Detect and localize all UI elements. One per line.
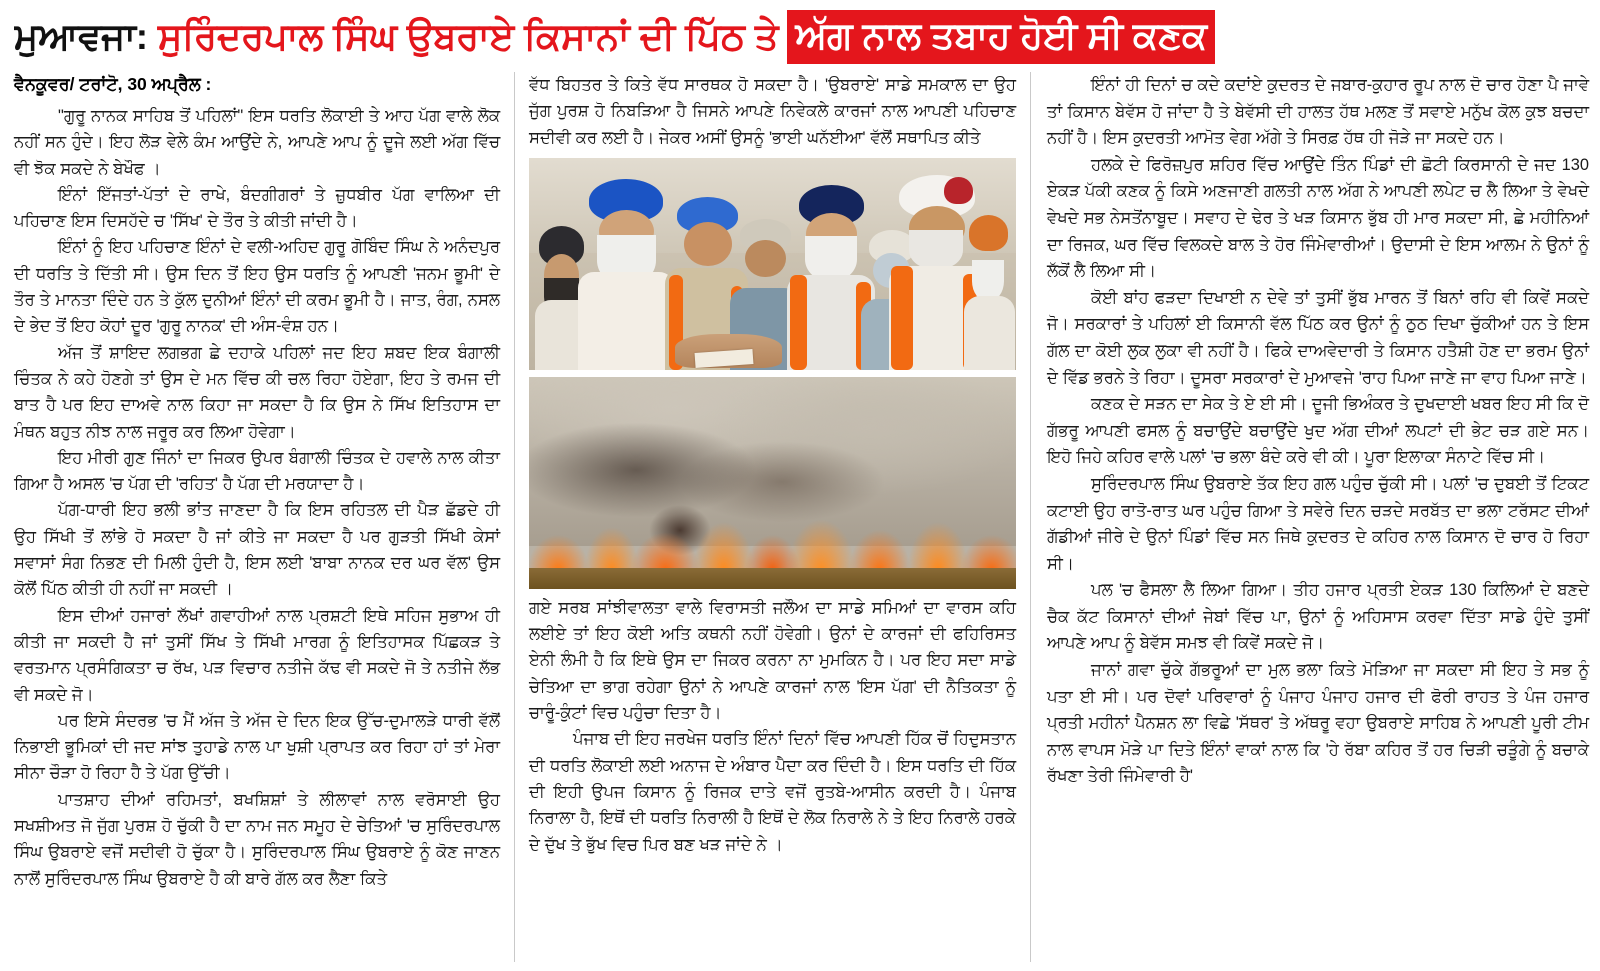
head (745, 240, 786, 278)
head (684, 222, 732, 266)
beard (909, 230, 964, 270)
column-left (14, 72, 514, 962)
headline-kicker: ਮੁਆਵਜਾ: (14, 16, 148, 57)
article-headline (14, 8, 1589, 66)
paragraph: ਇੰਨਾਂ ਇੱਜਤਾਂ-ਪੱਤਾਂ ਦੇ ਰਾਖੇ, ਬੰਦਗੀਗਰਾਂ ਤੇ ਜ਼ੁਧਬੀਰ ਪੱਗ ਵਾਲਿਆ ਦੀ ਪਹਿਚਾਣ ਇਸ ਦਿਸਹੱਦੇ ਚ 'ਸਿੱਖ' ਦੇ ਤੌਰ ਤੇ ਕੀਤੀ ਜਾਂਦੀ ਹੈ। (14, 185, 500, 231)
paragraph: ਹਲਕੇ ਦੇ ਫਿਰੋਜ਼ਪੁਰ ਸ਼ਹਿਰ ਵਿੱਚ ਆਉਂਦੇ ਤਿੰਨ ਪਿੰਡਾਂ ਦੀ ਛੋਟੀ ਕਿਰਸਾਨੀ ਦੇ ਜਦ 130 ਏਕੜ ਪੱਕੀ ਕਣਕ ਨੂੰ ਕਿਸੇ ਅਣਜਾਣੀ ਗਲਤੀ ਨਾਲ ਅੱਗ ਨੇ ਆਪਣੀ ਲਪੇਟ ਚ ਲੈ ਲਿਆ ਤੇ ਵੇਖਦੇ ਵੇਖਦੇ ਸਭ ਨੇਸਤੋਂਨਾਬੂਦ। ਸਵਾਹ ਦੇ ਢੇਰ ਤੇ ਖੜ ਕਿਸਾਨ ਭੁੱਬ ਹੀ ਮਾਰ ਸਕਦਾ ਸੀ, ਛੇ ਮਹੀਨਿਆਂ ਦਾ ਰਿਜਕ, ਘਰ ਵਿੱਚ ਵਿਲਕਦੇ ਬਾਲ ਤੇ ਹੋਰ ਜਿੰਮੇਵਾਰੀਆਂ। ਉਦਾਸੀ ਦੇ ਇਸ ਆਲਮ ਨੇ ਉਨਾਂ ਨੂੰ ਲੱਕੋਂ ਲੈ ਲਿਆ ਸੀ। (1047, 155, 1589, 281)
paragraph: ਇਸ ਦੀਆਂ ਹਜਾਰਾਂ ਲੱਖਾਂ ਗਵਾਹੀਆਂ ਨਾਲ ਪ੍ਰਸ਼ਟੀ ਇਥੇ ਸਹਿਜ ਸੁਭਾਅ ਹੀ ਕੀਤੀ ਜਾ ਸਕਦੀ ਹੈ ਜਾਂ ਤੁਸੀਂ ਸਿੱਖ ਤੇ ਸਿੱਖੀ ਮਾਰਗ ਨੂੰ ਇਤਿਹਾਸਕ ਪਿੱਛਕੜ ਤੇ ਵਰਤਮਾਨ ਪ੍ਰਸੰਗਿਕਤਾ ਚ ਰੱਖ, ਪੜ ਵਿਚਾਰ ਨਤੀਜੇ ਕੱਢ ਵੀ ਸਕਦੇ ਜੋ ਤੇ ਨਤੀਜੇ ਲੱਭ ਵੀ ਸਕਦੇ ਜੋ। (14, 606, 500, 704)
paragraph: ਵੱਧ ਬਿਹਤਰ ਤੇ ਕਿਤੇ ਵੱਧ ਸਾਰਥਕ ਹੋ ਸਕਦਾ ਹੈ। 'ਉਬਰਾਏ' ਸਾਡੇ ਸਮਕਾਲ ਦਾ ਉਹ ਜੁੱਗ ਪੁਰਸ਼ ਹੋ ਨਿਬੜਿਆ ਹੈ ਜਿਸਨੇ ਆਪਣੇ ਨਿਵੇਕਲੇ ਕਾਰਜਾਂ ਨਾਲ ਆਪਣੀ ਪਹਿਚਾਣ ਸਦੀਵੀ ਕਰ ਲਈ ਹੈ। ਜੇਕਰ ਅਸੀਂ ਉਸਨੂੰ 'ਭਾਈ ਘਨੱਈਆ' ਵੱਲੋਂ ਸਥਾਪਿਤ ਕੀਤੇ (529, 76, 1016, 147)
article-columns (14, 72, 1589, 962)
paragraph: ਇਹ ਮੀਰੀ ਗੁਣ ਜਿੰਨਾਂ ਦਾ ਜਿਕਰ ਉਪਰ ਬੰਗਾਲੀ ਚਿੰਤਕ ਦੇ ਹਵਾਲੇ ਨਾਲ ਕੀਤਾ ਗਿਆ ਹੈ ਅਸਲ 'ਚ ਪੱਗ ਦੀ 'ਰਹਿਤ' ਹੈ ਪੱਗ ਦੀ ਮਰਯਾਦਾ ਹੈ। (14, 448, 500, 494)
person-figure (962, 209, 1016, 370)
dateline: ਵੈਨਕੂਵਰ/ ਟਰਾਂਟੋ, 30 ਅਪ੍ਰੈਲ : (14, 74, 212, 94)
burnt-ground (529, 568, 1016, 589)
paragraph: ਕੋਈ ਬਾਂਹ ਫੜਦਾ ਦਿਖਾਈ ਨ ਦੇਵੇ ਤਾਂ ਤੁਸੀਂ ਭੁੱਬ ਮਾਰਨ ਤੋਂ ਬਿਨਾਂ ਰਹਿ ਵੀ ਕਿਵੇਂ ਸਕਦੇ ਜੋ। ਸਰਕਾਰਾਂ ਤੇ ਪਹਿਲਾਂ ਈ ਕਿਸਾਨੀ ਵੱਲ ਪਿੱਠ ਕਰ ਉਨਾਂ ਨੂੰ ਠੁਠ ਦਿਖਾ ਚੁੱਕੀਆਂ ਹਨ ਤੇ ਇਸ ਗੱਲ ਦਾ ਕੋਈ ਲੁਕ ਲੁਕਾ ਵੀ ਨਹੀਂ ਹੈ। ਫਿਕੇ ਦਾਅਵੇਦਾਰੀ ਤੇ ਕਿਸਾਨ ਹਤੈਸ਼ੀ ਹੋਣ ਦਾ ਭਰਮ ਉਨਾਂ ਦੇ ਵਿੱਡ ਭਰਨੇ ਤੇ ਰਿਹਾ। ਦੂਸਰਾ ਸਰਕਾਰਾਂ ਦੇ ਮੁਆਵਜੇ 'ਰਾਹ ਪਿਆ ਜਾਣੇ ਜਾ ਵਾਹ ਪਿਆ ਜਾਣੇ। (1047, 288, 1589, 387)
paragraph: ਪਲ 'ਚ ਫੈਸਲਾ ਲੈ ਲਿਆ ਗਿਆ। ਤੀਹ ਹਜਾਰ ਪ੍ਰਤੀ ਏਕੜ 130 ਕਿਲਿਆਂ ਦੇ ਬਣਦੇ ਚੈਕ ਕੱਟ ਕਿਸਾਨਾਂ ਦੀਆਂ ਜੇਬਾਂ ਵਿੱਚ ਪਾ, ਉਨਾਂ ਨੂੰ ਅਹਿਸਾਸ ਕਰਵਾ ਦਿੱਤਾ ਸਾਡੇ ਹੁੰਦੇ ਤੁਸੀਂ ਆਪਣੇ ਆਪ ਨੂੰ ਬੇਵੱਸ ਸਮਝ ਵੀ ਕਿਵੇਂ ਸਕਦੇ ਜੋ। (1047, 581, 1589, 653)
person-figure (578, 175, 675, 370)
wheat-field-fire-photo (529, 377, 1016, 589)
paragraph: "ਗੁਰੂ ਨਾਨਕ ਸਾਹਿਬ ਤੋਂ ਪਹਿਲਾਂ" ਇਸ ਧਰਤਿ ਲੋਕਾਈ ਤੇ ਆਹ ਪੱਗ ਵਾਲੇ ਲੋਕ ਨਹੀਂ ਸਨ ਹੁੰਦੇ। ਇਹ ਲੋੜ ਵੇਲੇ ਕੰਮ ਆਉਂਦੇ ਨੇ, ਆਪਣੇ ਆਪ ਨੂੰ ਦੂਜੇ ਲਈ ਅੱਗ ਵਿੱਚ ਵੀ ਝੋਕ ਸਕਦੇ ਨੇ ਬੇਖੌਫ । (14, 107, 500, 178)
paragraph: ਜਾਨਾਂ ਗਵਾ ਚੁੱਕੇ ਗੱਭਰੂਆਂ ਦਾ ਮੁਲ ਭਲਾ ਕਿਤੇ ਮੋੜਿਆ ਜਾ ਸਕਦਾ ਸੀ ਇਹ ਤੇ ਸਭ ਨੂੰ ਪਤਾ ਈ ਸੀ। ਪਰ ਦੋਵਾਂ ਪਰਿਵਾਰਾਂ ਨੂੰ ਪੰਜਾਹ ਪੰਜਾਹ ਹਜਾਰ ਦੀ ਫੋਰੀ ਰਾਹਤ ਤੇ ਪੰਜ ਹਜਾਰ ਪ੍ਰਤੀ ਮਹੀਨਾਂ ਪੈਨਸ਼ਨ ਲਾ ਵਿਛੇ 'ਸੱਥਰ' ਤੇ ਅੱਥਰੂ ਵਹਾ ਉਬਰਾਏ ਸਾਹਿਬ ਨੇ ਆਪਣੀ ਪੂਰੀ ਟੀਮ ਨਾਲ ਵਾਪਸ ਮੋੜੇ ਪਾ ਦਿਤੇ ਇੰਨਾਂ ਵਾਕਾਂ ਨਾਲ ਕਿ 'ਹੇ ਰੱਬਾ ਕਹਿਰ ਤੋਂ ਹਰ ਚਿੜੀ ਚੜੂੰਗੇ ਨੂੰ ਬਚਾਕੇ ਰੱਖਣਾ ਤੇਰੀ ਜਿੰਮੇਵਾਰੀ ਹੈ' (1047, 661, 1589, 786)
flames (529, 498, 1016, 570)
orange-scarf (790, 275, 808, 370)
headline-highlight: ਅੱਗ ਨਾਲ ਤਬਾਹ ਹੋਈ ਸੀ ਕਣਕ (787, 10, 1215, 64)
paragraph: ਅੱਜ ਤੋਂ ਸ਼ਾਇਦ ਲਗਭਗ ਛੇ ਦਹਾਕੇ ਪਹਿਲਾਂ ਜਦ ਇਹ ਸ਼ਬਦ ਇਕ ਬੰਗਾਲੀ ਚਿੰਤਕ ਨੇ ਕਹੇ ਹੋਣਗੇ ਤਾਂ ਉਸ ਦੇ ਮਨ ਵਿੱਚ ਕੀ ਚਲ ਰਿਹਾ ਹੋਏਗਾ, ਇਹ ਤੇ ਰਮਜ ਦੀ ਬਾਤ ਹੈ ਪਰ ਇਹ ਦਾਅਵੇ ਨਾਲ ਕਿਹਾ ਜਾ ਸਕਦਾ ਹੈ ਕਿ ਉਸ ਨੇ ਸਿੱਖ ਇਤਿਹਾਸ ਦਾ ਮੰਥਨ ਬਹੁਤ ਨੀਝ ਨਾਲ ਜਰੂਰ ਕਰ ਲਿਆ ਹੋਵੇਗਾ। (14, 343, 500, 441)
headline-main-red: ਸੁਰਿੰਦਰਪਾਲ ਸਿੰਘ ਉਬਰਾਏ ਕਿਸਾਨਾਂ ਦੀ ਪਿੱਠ ਤੇ (157, 16, 779, 57)
orange-scarf (891, 266, 912, 370)
paragraph: ਗਏ ਸਰਬ ਸਾਂਝੀਵਾਲਤਾ ਵਾਲੇ ਵਿਰਾਸਤੀ ਜਲੌਅ ਦਾ ਸਾਡੇ ਸਮਿਆਂ ਦਾ ਵਾਰਸ ਕਹਿ ਲਈਏ ਤਾਂ ਇਹ ਕੋਈ ਅਤਿ ਕਥਨੀ ਨਹੀਂ ਹੋਵੇਗੀ। ਉਨਾਂ ਦੇ ਕਾਰਜਾਂ ਦੀ ਫਹਿਰਿਸਤ ਏਨੀ ਲੰਮੀ ਹੈ ਕਿ ਇਥੇ ਉਸ ਦਾ ਜਿਕਰ ਕਰਨਾ ਨਾ ਮੁਮਕਿਨ ਹੈ। ਪਰ ਇਹ ਸਦਾ ਸਾਡੇ ਚੇਤਿਆ ਦਾ ਭਾਗ ਰਹੇਗਾ ਉਨਾਂ ਨੇ ਆਪਣੇ ਕਾਰਜਾਂ ਨਾਲ 'ਇਸ ਪੱਗ' ਦੀ ਨੈਤਿਕਤਾ ਨੂੰ ਚਾਰੂੰ-ਕੁੰਟਾਂ ਵਿਚ ਪਹੁੰਚਾ ਦਿਤਾ ਹੈ। (529, 598, 1016, 723)
column-right (1030, 72, 1589, 962)
paragraph: ਪਾਤਸ਼ਾਹ ਦੀਆਂ ਰਹਿਮਤਾਂ, ਬਖਸ਼ਿਸ਼ਾਂ ਤੇ ਲੀਲਾਵਾਂ ਨਾਲ ਵਰੋਸਾਈ ਉਹ ਸਖਸ਼ੀਅਤ ਜੋ ਜੁੱਗ ਪੁਰਸ਼ ਹੋ ਚੁੱਕੀ ਹੈ ਦਾ ਨਾਮ ਜਨ ਸਮੂਹ ਦੇ ਚੇਤਿਆਂ 'ਚ ਸੁਰਿੰਦਰਪਾਲ ਸਿੰਘ ਉਬਰਾਏ ਵਜੋਂ ਸਦੀਵੀ ਹੋ ਚੁੱਕਾ ਹੈ। ਸੁਰਿੰਦਰਪਾਲ ਸਿੰਘ ਉਬਰਾਏ ਨੂੰ ਕੋਣ ਜਾਣਨ ਨਾਲੋਂ ਸੁਰਿੰਦਰਪਾਲ ਸਿੰਘ ਉਬਰਾਏ ਹੈ ਕੀ ਬਾਰੇ ਗੱਲ ਕਰ ਲੈਣਾ ਕਿਤੇ (14, 790, 500, 888)
paragraph: ਇੰਨਾਂ ਹੀ ਦਿਨਾਂ ਚ ਕਦੇ ਕਦਾਂਏ ਕੁਦਰਤ ਦੇ ਜਬਾਰ-ਕੁਹਾਰ ਰੂਪ ਨਾਲ ਦੋ ਚਾਰ ਹੋਣਾ ਪੈ ਜਾਵੇ ਤਾਂ ਕਿਸਾਨ ਬੇਵੱਸ ਹੋ ਜਾਂਦਾ ਹੈ ਤੇ ਬੇਵੱਸੀ ਦੀ ਹਾਲਤ ਹੱਥ ਮਲਣ ਤੋਂ ਸਵਾਏ ਮਨੁੱਖ ਕੋਲ ਕੁਝ ਬਚਦਾ ਨਹੀਂ ਹੈ। ਇਸ ਕੁਦਰਤੀ ਆਮੋਤ ਵੇਗ ਅੱਗੇ ਤੇ ਸਿਰਫ਼ ਹੱਥ ਹੀ ਜੋੜੇ ਜਾ ਸਕਦੇ ਹਨ। (1047, 76, 1589, 148)
red-cap-accent (944, 177, 973, 205)
column-middle (514, 72, 1030, 962)
paragraph: ਪਰ ਇਸੇ ਸੰਦਰਭ 'ਚ ਮੈਂ ਅੱਜ ਤੇ ਅੱਜ ਦੇ ਦਿਨ ਇਕ ਉੱਚ-ਦੁਮਾਲੜੇ ਧਾਰੀ ਵੱਲੋਂ ਨਿਭਾਈ ਭੂਮਿਕਾਂ ਦੀ ਜਦ ਸਾਂਝ ਤੁਹਾਡੇ ਨਾਲ ਪਾ ਖੁਸ਼ੀ ਪ੍ਰਾਪਤ ਕਰ ਰਿਹਾ ਹਾਂ ਤਾਂ ਮੇਰਾ ਸੀਨਾ ਚੌੜਾ ਹੋ ਰਿਹਾ ਹੈ ਤੇ ਪੱਗ ਉੱਚੀ। (14, 711, 500, 783)
paragraph: ਪੰਜਾਬ ਦੀ ਇਹ ਜਰਖੇਜ ਧਰਤਿ ਇੰਨਾਂ ਦਿਨਾਂ ਵਿੱਚ ਆਪਣੀ ਹਿੱਕ ਚੋਂ ਹਿਦੁਸਤਾਨ ਦੀ ਧਰਤਿ ਲੋਕਾਈ ਲਈ ਅਨਾਜ ਦੇ ਅੰਬਾਰ ਪੈਦਾ ਕਰ ਦਿੰਦੀ ਹੈ। ਇਸ ਧਰਤਿ ਦੀ ਹਿੱਕ ਦੀ ਇਹੀ ਉਪਜ ਕਿਸਾਨ ਨੂੰ ਰਿਜਕ ਦਾਤੇ ਵਜੋਂ ਰੁਤਬੇ-ਆਸੀਨ ਕਰਦੀ ਹੈ। ਪੰਜਾਬ ਨਿਰਾਲਾ ਹੈ, ਇਥੋਂ ਦੀ ਧਰਤਿ ਨਿਰਾਲੀ ਹੈ ਇਥੋਂ ਦੇ ਲੋਕ ਨਿਰਾਲੇ ਨੇ ਤੇ ਇਹ ਨਿਰਾਲੇ ਹਰਕੇ ਦੇ ਦੁੱਖ ਤੇ ਭੁੱਖ ਵਿਚ ਪਿਰ ਬਣ ਖੜ ਜਾਂਦੇ ਨੇ । (529, 730, 1016, 854)
paragraph: ਸੁਰਿੰਦਰਪਾਲ ਸਿੰਘ ਉਬਰਾਏ ਤੱਕ ਇਹ ਗਲ ਪਹੁੰਚ ਚੁੱਕੀ ਸੀ। ਪਲਾਂ 'ਚ ਦੁਬਈ ਤੋਂ ਟਿਕਟ ਕਟਾਈ ਉਹ ਰਾਤੋ-ਰਾਤ ਘਰ ਪਹੁੰਚ ਗਿਆ ਤੇ ਸਵੇਰੇ ਦਿਨ ਚੜਦੇ ਸਰਬੱਤ ਦਾ ਭਲਾ ਟਰੱਸਟ ਦੀਆਂ ਗੱਡੀਆਂ ਜੀਰੇ ਦੇ ਉਨਾਂ ਪਿੰਡਾਂ ਵਿੱਚ ਸਨ ਜਿਥੇ ਕੁਦਰਤ ਦੇ ਕਹਿਰ ਨਾਲ ਕਿਸਾਨ ਦੋ ਚਾਰ ਹੋ ਰਿਹਾ ਸੀ। (1047, 474, 1589, 573)
torso (964, 296, 1015, 370)
paragraph: ਪੱਗ-ਧਾਰੀ ਇਹ ਭਲੀ ਭਾਂਤ ਜਾਣਦਾ ਹੈ ਕਿ ਇਸ ਰਹਿਤਲ ਦੀ ਪੈੜ ਛੱਡਦੇ ਹੀ ਉਹ ਸਿੱਖੀ ਤੋਂ ਲਾਂਭੇ ਹੋ ਸਕਦਾ ਹੈ ਜਾਂ ਕੀਤੇ ਜਾ ਸਕਦਾ ਹੈ ਪਰ ਗੁੜਤੀ ਸਿੱਖੀ ਕੇਸਾਂ ਸਵਾਸਾਂ ਸੰਗ ਨਿਭਣ ਦੀ ਮਿਲੀ ਹੁੰਦੀ ਹੈ, ਇਸ ਲਈ 'ਬਾਬਾ ਨਾਨਕ ਦਰ ਘਰ ਵੱਲ' ਉਸ ਕੋਲੋਂ ਪਿੱਠ ਕੀਤੀ ਹੀ ਨਹੀਂ ਜਾ ਸਕਦੀ । (14, 501, 500, 599)
torso (578, 272, 675, 370)
paragraph: ਇੰਨਾਂ ਨੂੰ ਇਹ ਪਹਿਚਾਣ ਇੰਨਾਂ ਦੇ ਵਲੀ-ਅਹਿਦ ਗੁਰੂ ਗੋਬਿੰਦ ਸਿੰਘ ਨੇ ਅਨੰਦਪੁਰ ਦੀ ਧਰਤਿ ਤੇ ਦਿੱਤੀ ਸੀ। ਉਸ ਦਿਨ ਤੋਂ ਇਹ ਉਸ ਧਰਤਿ ਨੂੰ ਆਪਣੀ 'ਜਨਮ ਭੂਮੀ' ਦੇ ਤੌਰ ਤੇ ਮਾਨਤਾ ਦਿੰਦੇ ਹਨ ਤੇ ਕੁੱਲ ਦੁਨੀਆਂ ਇੰਨਾਂ ਦੀ ਕਰਮ ਭੂਮੀ ਹੈ। ਜਾਤ, ਰੰਗ, ਨਸਲ ਦੇ ਭੇਦ ਤੋਂ ਇਹ ਕੋਹਾਂ ਦੂਰ 'ਗੁਰੂ ਨਾਨਕ' ਦੀ ਅੰਸ-ਵੰਸ਼ ਹਨ। (14, 238, 500, 336)
cheque-handover-photo (529, 158, 1016, 370)
paragraph: ਕਣਕ ਦੇ ਸੜਨ ਦਾ ਸੇਕ ਤੇ ਏ ਈ ਸੀ। ਦੂਜੀ ਭਿਅੰਕਰ ਤੇ ਦੁਖਦਾਈ ਖਬਰ ਇਹ ਸੀ ਕਿ ਦੋ ਗੱਭਰੂ ਆਪਣੀ ਫਸਲ ਨੂੰ ਬਚਾਉਂਦੇ ਬਚਾਉਂਦੇ ਖੁਦ ਅੱਗ ਦੀਆਂ ਲਪਟਾਂ ਦੀ ਭੇਟ ਚੜ ਗਏ ਸਨ। ਇਹੋ ਜਿਹੇ ਕਹਿਰ ਵਾਲੇ ਪਲਾਂ 'ਚ ਭਲਾ ਬੰਦੇ ਕਰੇ ਵੀ ਕੀ। ਪੂਰਾ ਇਲਾਕਾ ਸੰਨਾਟੇ ਵਿੱਚ ਸੀ। (1047, 395, 1589, 467)
